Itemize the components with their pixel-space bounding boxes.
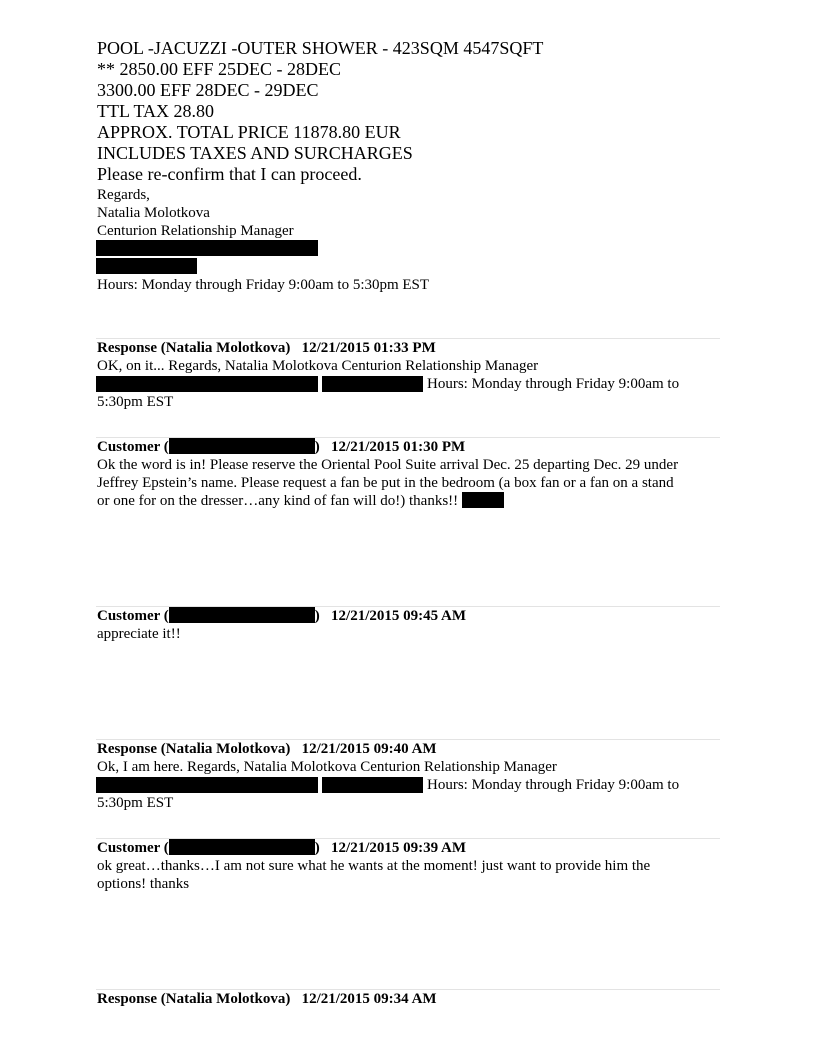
message-body-line: 5:30pm EST <box>97 795 174 811</box>
message-header <box>97 438 465 456</box>
total-price-line: APPROX. TOTAL PRICE 11878.80 EUR <box>97 122 401 142</box>
redaction-bar <box>96 258 197 274</box>
message-body-text: or one for on the dresser…any kind of fan will do!) thanks!! <box>97 493 459 509</box>
redaction-bar <box>169 607 315 623</box>
message-body-line: Ok the word is in! Please reserve the Oriental Pool Suite arrival Dec. 25 departing Dec. 29 under <box>97 457 679 473</box>
redaction-bar <box>322 376 423 392</box>
message-header <box>97 839 466 857</box>
message-timestamp: 12/21/2015 09:40 AM <box>301 741 437 757</box>
tax-line: TTL TAX 28.80 <box>97 101 215 121</box>
message-body-line: 5:30pm EST <box>97 394 174 410</box>
message-author: Response (Natalia Molotkova) <box>97 991 291 1007</box>
redaction-bar <box>96 376 318 392</box>
hours-line: Hours: Monday through Friday 9:00am to 5:30pm EST <box>97 277 430 293</box>
regards: Regards, <box>97 187 150 203</box>
message-header <box>97 607 466 625</box>
message-body-line: Jeffrey Epstein’s name. Please request a fan be put in the bedroom (a box fan or a fan on a stand <box>97 475 674 491</box>
message-author: Customer ( <box>97 608 169 624</box>
message-body-line: Ok, I am here. Regards, Natalia Molotkova Centurion Relationship Manager <box>97 759 557 775</box>
signature-name: Natalia Molotkova <box>97 205 210 221</box>
message-author-close: ) <box>314 439 320 455</box>
message-author-close: ) <box>314 840 320 856</box>
message-author: Response (Natalia Molotkova) <box>97 741 291 757</box>
rate-line-2: 3300.00 EFF 28DEC - 29DEC <box>97 80 319 100</box>
message-header <box>97 339 436 357</box>
includes-line: INCLUDES TAXES AND SURCHARGES <box>97 143 413 163</box>
redaction-bar <box>169 438 315 454</box>
message-author: Customer ( <box>97 439 169 455</box>
message-author: Response (Natalia Molotkova) <box>97 340 291 356</box>
item-description: POOL -JACUZZI -OUTER SHOWER - 423SQM 4547SQFT <box>97 38 544 58</box>
message-timestamp: 12/21/2015 01:30 PM <box>331 439 466 455</box>
message-timestamp: 12/21/2015 09:34 AM <box>301 991 437 1007</box>
redaction-bar <box>96 777 318 793</box>
rate-line-1: ** 2850.00 EFF 25DEC - 28DEC <box>97 59 342 79</box>
redaction-bar <box>462 492 504 508</box>
message-header <box>97 990 437 1008</box>
redaction-bar <box>322 777 423 793</box>
reconfirm-line: Please re-confirm that I can proceed. <box>97 164 362 184</box>
message-body-line: appreciate it!! <box>97 626 181 642</box>
message-body-line: Hours: Monday through Friday 9:00am to <box>427 376 680 392</box>
message-body-line: OK, on it... Regards, Natalia Molotkova Centurion Relationship Manager <box>97 358 539 374</box>
redaction-bar <box>169 839 315 855</box>
message-author: Customer ( <box>97 840 169 856</box>
message-body-line: Hours: Monday through Friday 9:00am to <box>427 777 680 793</box>
message-body-line: options! thanks <box>97 876 190 892</box>
message-timestamp: 12/21/2015 09:39 AM <box>331 840 467 856</box>
message-timestamp: 12/21/2015 09:45 AM <box>331 608 467 624</box>
redaction-bar <box>96 240 318 256</box>
signature-title: Centurion Relationship Manager <box>97 223 294 239</box>
message-body-line: ok great…thanks…I am not sure what he wants at the moment! just want to provide him the <box>97 858 651 874</box>
message-author-close: ) <box>314 608 320 624</box>
message-body-line <box>97 492 504 510</box>
message-timestamp: 12/21/2015 01:33 PM <box>301 340 436 356</box>
message-header <box>97 740 437 758</box>
